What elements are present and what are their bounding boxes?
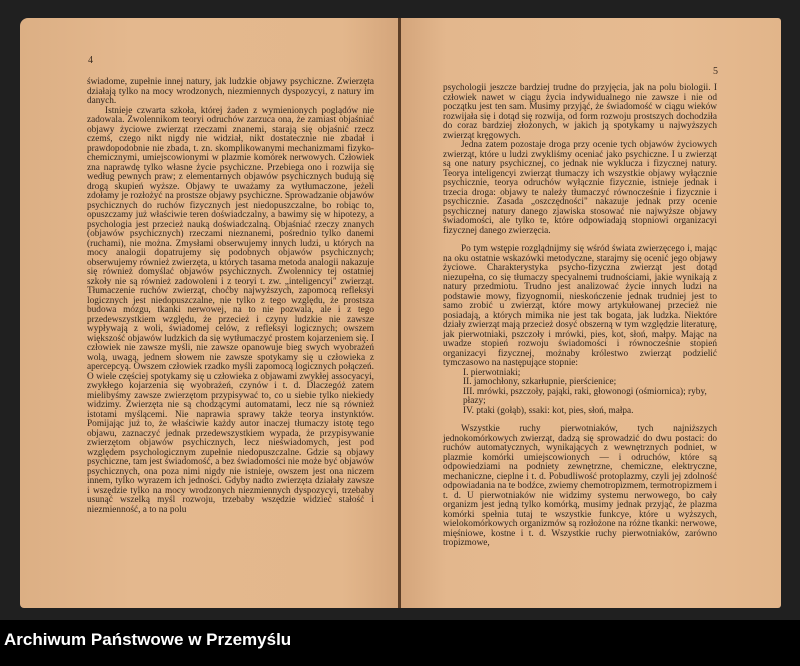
right-page-text	[443, 84, 717, 549]
left-page-number: 4	[88, 55, 93, 66]
paragraph: Wszystkie ruchy pierwotniaków, tych najniższych jednokomórkowych zwierząt, dadzą się sprowadzić do dwu postaci: do ruchów automatycznych, wynikających z wewnętrznych podniet, w plazmie komórki umiejscowionych — i odruchów, które są odpowiedziami na podniety zewnętrzne, chemiczne, elektryczne, mechaniczne, cieplne i t. d. Pobudliwość protoplazmy, czyli jej zdolność odpowiadania na te bodźce, zwiemy chemotropizmem, termotropizmem i t. d. U pierwotniaków nie widzimy systemu nerwowego, bo cały organizm jest jedną tylko komórką, musimy jednak przyjąć, że plazma komórki spełnia tutaj te wszystkie funkcye, które u wyższych, wielokomórkowych organizmów są rozłożone na różne tkanki: nerwowe, mięśniowe, kostne i t. d. Wszystkie ruchy pierwotniaków, zarówno tropizmowe,	[443, 424, 717, 548]
stages-list	[443, 369, 717, 417]
list-item: IV. ptaki (gołąb), ssaki: kot, pies, słoń, małpa.	[463, 405, 634, 416]
paragraph: Jedna zatem pozostaje droga przy ocenie tych objawów życiowych zwierząt, które u ludzi zwykliśmy oceniać jako psychiczne. I u zwierząt są one natury psychicznej, co jednak nie wyklucza i fizycznej natury. Teorya inteligencyi zwierząt tłumaczy ich wszystkie objawy wyłącznie psychicznie, teorya odruchów wyłącznie fizycznie, istnieje jednak i trzecia droga: objawy te należy tłumaczyć równocześnie i fizycznie i psychicznie. Zasada „oszczędności" nakazuje jednak przy ocenie psychicznej natury danego zjawiska stosować nie najwyższe objawy świadomości, ale tylko te, które odpowiadają stopniowi organizacyi fizycznej danego zwierzęcia.	[443, 140, 717, 236]
footer-bar	[0, 620, 800, 666]
list-item: I. pierwotniaki;	[463, 367, 521, 378]
right-page-number: 5	[713, 66, 718, 77]
list-item: II. jamochłony, szkarłupnie, pierścienice;	[463, 377, 617, 387]
paragraph: Istnieje czwarta szkoła, której żaden z wymienionych poglądów nie zadowala. Zwolennikom teoryi odruchów zarzuca ona, że zamiast objaśniać objawy życiowe zwierząt rzeczami znanemi, starają się objaśnić rzecz czemś, czego nikt nigdy nie widział, nikt dostatecznie nie zbadał i prawdopodobnie nie zbada, t. zn. skomplikowanymi mechanizmami fizyko-chemicznymi, umiejscowionymi w plazmie komórek nerwowych. Człowiek zna naprawdę tylko własne życie psychiczne. Przebiega ono i rozwija się według pewnych praw; z elementarnych objawów psychicznych budują się drogą skupień wyższe. Objawy te uważamy za wytłumaczone, jeżeli zdołamy je rozłożyć na prostsze objawy psychiczne. Sprowadzanie objawów psychicznych do ruchów fizycznych jest niedopuszczalne, bo robiąc to, opuszczamy już właściwie teren doświadczalny, a bawimy się w hipotezy, a psychologia jest przecież nauką doświadczalną. Objaśniać rzeczy znanych (objawów psychicznych) rzeczami nieznanemi, pośrednio tylko danemi (ruchami), nie można. Zmysłami obserwujemy innych ludzi, u których na mocy analogii dopatrujemy się podobnych objawów psychicznych; obserwujemy również zwierzęta, u których tasama metoda analogii nakazuje się również domyślać objawów psychicznych. Zwolennicy tej ostatniej szkoły nie są również zadowoleni i z teoryi t. zw. „inteligencyi" zwierząt. Tłumaczenie ruchów zwierząt, choćby najwyższych, zapomocą refleksyi logicznych jest niedopuszczalne, nie tylko z tego względu, że prostsza budowa mózgu, tkanki nerwowej, na to nie pozwala, ale i z tego przedewszystkiem względu, że przecież i czyny ludzkie nie zawsze wypływają z woli, świadomej celów, z refleksyi logicznych; owszem większość objawów ludzkich da się wytłumaczyć prostem kojarzeniem się. I człowiek nie zawsze myśli, nie zawsze opanowuje bieg swych wyobrażeń wolą, uwagą, jednem słowem nie zawsze spotykamy się u człowieka z apercepcyą. Owszem człowiek rzadko myśli zapomocą logicznych połączeń. O wiele częściej spotykamy się u człowieka z objawami zwykłej assocyacyi, zwykłego kojarzenia się wyobrażeń, czynów i t. d. Dlaczegóż zatem mielibyśmy zawsze zwierzętom przypisywać to, co u siebie tylko niekiedy widzimy. Zwierzęta nie są chodzącymi automatami, lecz nie są również istotami myślącemi. Nie naprawia sprawy także teorya instynktów. Pomijając już to, że właściwie każdy autor inaczej tłumaczy istotę tego objawu, zaznaczyć jednak przedewszystkiem wypada, że przypisywanie zwierzętom objawów psychicznych, lecz nieświadomych, jest pod względem psychologicznym zupełnie niedopuszczalne. Gdzie są objawy psychiczne, tam jest świadomość, a bez świadomości nie może być objawów psychicznych, ona poza nimi nigdy nie istnieje, owszem jest ona niczem innem, tylko wyrazem ich jedności. Gdyby nadto zwierzęta działały zawsze i wszędzie tylko na mocy wrodzonych niezmiennych dyspozycyi, trzebaby usunąć wszelką myśl rozwoju, trzebaby wszędzie widzieć stałość i niezmienność, a to na polu	[87, 105, 374, 515]
list-item: III. mrówki, pszczoły, pająki, raki, głowonogi (ośmiornica); ryby, płazy;	[463, 386, 707, 406]
archive-name: Archiwum Państwowe w Przemyślu	[4, 630, 292, 649]
paragraph: psychologii jeszcze bardziej trudne do przyjęcia, jak na polu biologii. I człowiek nawet w ciągu życia indywidualnego nie zawsze i nie od początku jest ten sam. Musimy przyjąć, że świadomość w ciągu wieków rozwijała się i dotąd się rozwija, od form rozwoju prostszych dochodziła do coraz bardziej złożonych, w jakich ją spotykamy u najwyższych zwierząt kręgowych.	[443, 83, 717, 141]
left-page-text	[87, 78, 374, 515]
paragraph: świadome, zupełnie innej natury, jak ludzkie objawy psychiczne. Zwierzęta działają tylko na mocy wrodzonych, niezmiennych dyspozycyi, z natury im danych.	[87, 77, 374, 106]
paragraph: Po tym wstępie rozglądnijmy się wśród świata zwierzęcego i, mając na oku ostatnie wskazówki metodyczne, starajmy się ocenić jego objawy życiowe. Charakterystyka psycho-fizyczna zwierząt jest dotąd niezupełna, co się tłumaczy specyalnemi trudnościami, jakie wynikają z natury przedmiotu. Trudno jest analizować życie innych ludzi na podstawie mowy, fizyognomii, nieskończenie jednak trudniej jest to samo zrobić u zwierząt, które mowy artykułowanej przecież nie posiadają, a których mimika nie jest tak bogata, jak ludzka. Niektóre działy zwierząt mają przecież dosyć obszerną w tym względzie literaturę, jak pierwotniaki, pszczoły i mrówki, pies, kot, słoń, małpy. Mając na uwadze stopień rozwoju świadomości i równocześnie stopień organizacyi fizycznej, możnaby królestwo zwierząt podzielić tymczasowo na następujące stopnie:	[443, 244, 717, 368]
